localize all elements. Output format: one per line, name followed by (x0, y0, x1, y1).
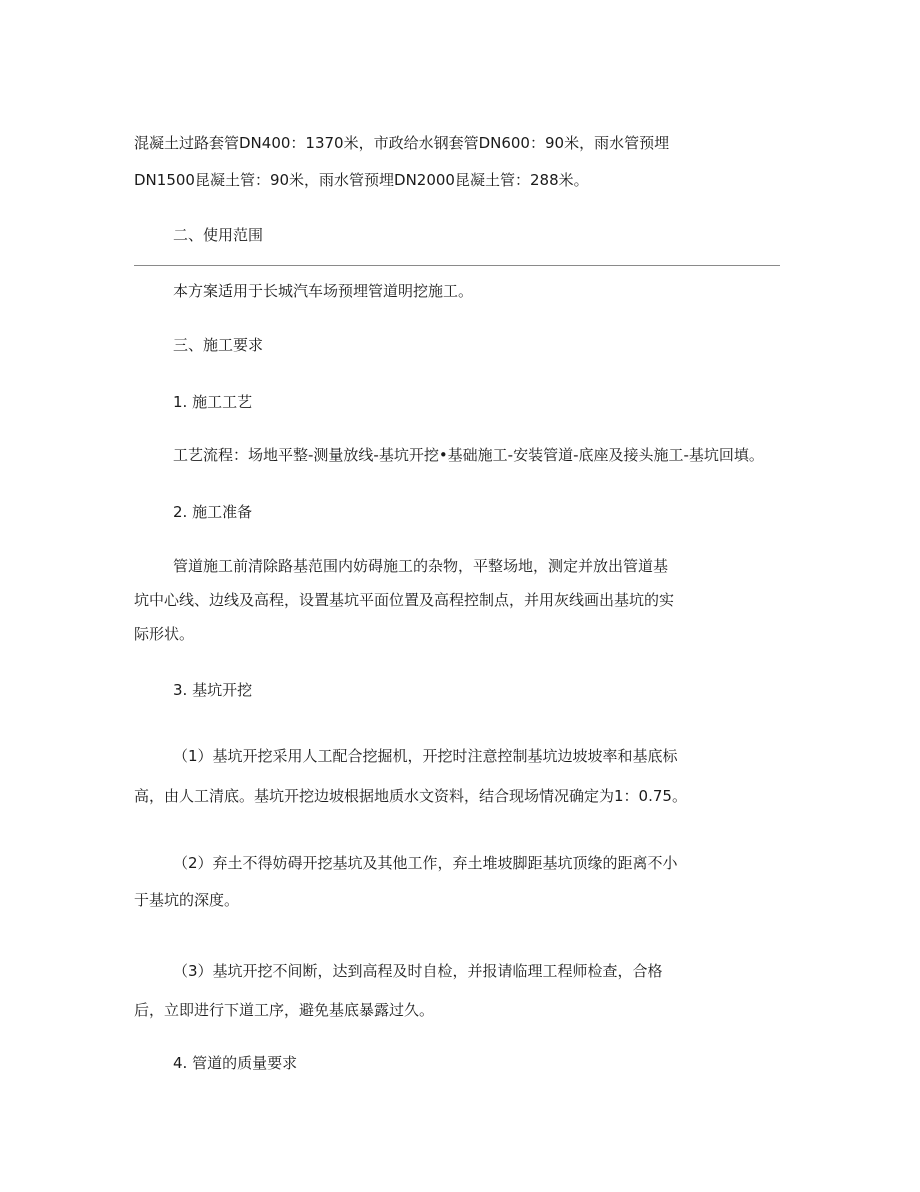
intro-line-1: 混凝土过路套管DN400：1370米，市政给水钢套管DN600：90米，雨水管预埋 (134, 134, 670, 152)
preparation-line-1: 管道施工前清除路基范围内妨碍施工的杂物，平整场地，测定并放出管道基 (173, 557, 669, 575)
intro-line-2: DN1500昆凝土管：90米，雨水管预埋DN2000昆凝土管：288米。 (134, 171, 589, 189)
excavation-item-3-line-2: 后，立即进行下道工序，避免基底暴露过久。 (134, 1001, 435, 1019)
divider-line (134, 265, 780, 266)
subsection-heading-pipe-quality: 4. 管道的质量要求 (173, 1054, 298, 1072)
section-heading-requirements: 三、施工要求 (173, 336, 264, 354)
section-heading-usage-scope: 二、使用范围 (173, 226, 264, 244)
preparation-line-2: 坑中心线、边线及高程，设置基坑平面位置及高程控制点，并用灰线画出基坑的实 (134, 591, 675, 609)
subsection-heading-preparation: 2. 施工准备 (173, 503, 253, 521)
process-flow-text: 工艺流程：场地平整-测量放线-基坑开挖•基础施工-安装管道-底座及接头施工-基坑回填。 (173, 446, 764, 464)
excavation-item-3-line-1: （3）基坑开挖不间断，达到高程及时自检，并报请临理工程师检查，合格 (173, 962, 663, 980)
excavation-item-2-line-2: 于基坑的深度。 (134, 891, 240, 909)
excavation-item-1-line-2: 高，由人工清底。基坑开挖边坡根据地质水文资料，结合现场情况确定为1：0.75。 (134, 787, 687, 805)
excavation-item-2-line-1: （2）弃土不得妨碍开挖基坑及其他工作，弃土堆坡脚距基坑顶缘的距离不小 (173, 854, 678, 872)
usage-scope-text: 本方案适用于长城汽车场预埋管道明挖施工。 (173, 282, 474, 300)
subsection-heading-excavation: 3. 基坑开挖 (173, 681, 253, 699)
preparation-line-3: 际形状。 (134, 625, 195, 643)
excavation-item-1-line-1: （1）基坑开挖采用人工配合挖掘机，开挖时注意控制基坑边坡坡率和基底标 (173, 747, 678, 765)
subsection-heading-process: 1. 施工工艺 (173, 393, 253, 411)
